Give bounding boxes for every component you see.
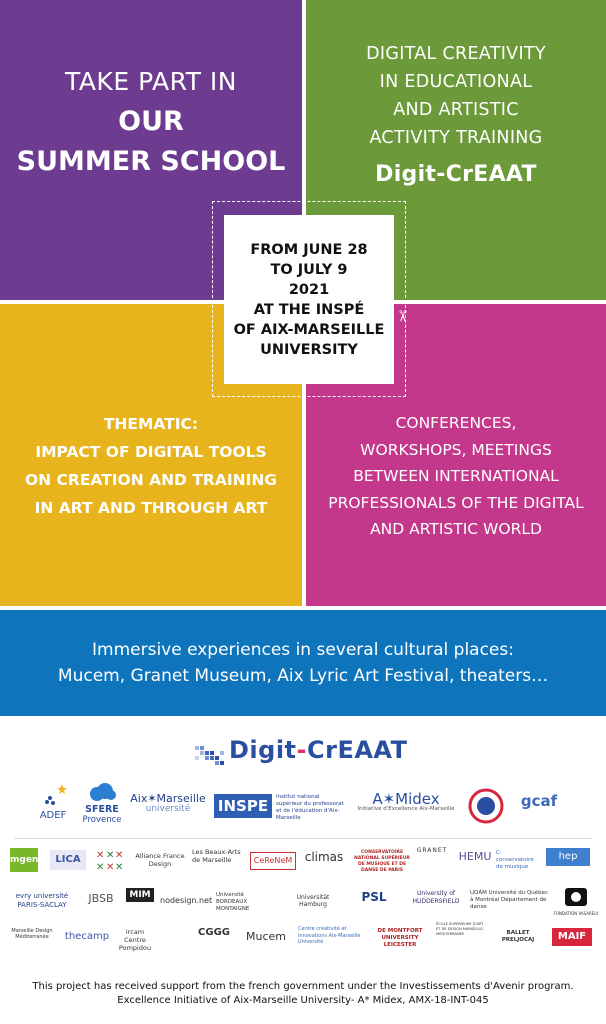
- granet-logo: GRANET: [416, 847, 448, 854]
- cnsmdp-logo: CONSERVATOIRE NATIONAL SUPÉRIEUR DE MUSIQUE ET DE DANSE DE PARIS: [354, 850, 410, 873]
- amu-logo: Aix✶Marseille université: [130, 792, 206, 814]
- thematic-text: [6, 410, 296, 522]
- scissors-icon: ✂: [393, 309, 412, 323]
- thematic-line-4: IN ART AND THROUGH ART: [34, 499, 268, 517]
- hero-line-2: OUR: [118, 106, 184, 137]
- hep-logo: hep: [546, 848, 590, 866]
- wordmark-part-2: CrEAAT: [307, 736, 408, 764]
- centre-creativite-logo: Centre créativité et innovations Aix-Marseille Université: [298, 926, 361, 945]
- uqam-logo: UQÀM Université du Québec à Montréal Département de danse: [470, 890, 549, 910]
- wordmark-part-1: Digit: [229, 736, 297, 764]
- investissements-avenir-logo: [466, 788, 506, 824]
- events-text: [312, 410, 600, 543]
- date-line-3: 2021: [288, 281, 330, 298]
- immersive-banner: [0, 610, 606, 716]
- funding-line-1: This project has received support from the french government under the Investissements d'Avenir program.: [32, 981, 574, 992]
- program-brand: Digit-CrEAAT: [375, 162, 537, 187]
- huddersfield-logo: University of HUDDERSFIELD: [412, 890, 460, 905]
- adef-logo: ADEF: [36, 782, 70, 821]
- logo-divider: [14, 838, 592, 839]
- roundel-icon: [468, 788, 504, 824]
- cggg-logo: CGGG: [198, 927, 230, 938]
- thematic-line-1: THEMATIC:: [103, 415, 199, 433]
- hero-line-1: TAKE PART IN: [65, 67, 237, 96]
- cross-pattern-logo: [96, 848, 124, 875]
- events-line-2: WORKSHOPS, MEETINGS: [360, 440, 552, 459]
- cerenem-logo: CeReNeM: [250, 852, 296, 870]
- events-line-3: BETWEEN INTERNATIONAL: [353, 467, 559, 485]
- digit-creaat-logo: [195, 732, 415, 778]
- evry-paris-saclay-logo: evry université PARIS-SACLAY: [15, 892, 69, 909]
- jbsb-logo: JBSB: [88, 892, 114, 905]
- esadmm-logo: ÉCOLE SUPÉRIEURE D'ART ET DE DESIGN MARSEILLE-MÉDITERRANÉE: [436, 922, 485, 936]
- hemu-logo: HEMU: [458, 850, 492, 863]
- adef-star-icon: [38, 782, 68, 808]
- date-line-5: OF AIX-MARSEILLE: [233, 321, 385, 338]
- nodesign-logo: nodesign.net: [160, 896, 213, 905]
- wordmark-dash: -: [296, 736, 307, 764]
- date-line-6: UNIVERSITY: [260, 341, 358, 358]
- date-line-1: FROM JUNE 28: [250, 241, 368, 258]
- events-line-5: AND ARTISTIC WORLD: [370, 520, 542, 538]
- sfere-cloud-icon: [87, 782, 117, 802]
- ircam-logo: ircam Centre Pompidou: [118, 928, 152, 952]
- funding-notice: [0, 980, 606, 1008]
- svg-text:✕: ✕: [96, 862, 105, 872]
- program-title: [306, 40, 606, 192]
- program-line-2: IN EDUCATIONAL: [379, 72, 533, 92]
- maif-logo: MAIF: [552, 928, 592, 946]
- mim-logo: MIM: [126, 888, 154, 902]
- svg-text:✕: ✕: [106, 862, 115, 872]
- beaux-arts-marseille-logo: Les Beaux-Arts de Marseille: [192, 848, 241, 864]
- svg-text:✕: ✕: [106, 850, 115, 861]
- program-line-4: ACTIVITY TRAINING: [369, 128, 543, 148]
- svg-text:✕: ✕: [115, 862, 124, 872]
- immersive-line-2: Mucem, Granet Museum, Aix Lyric Art Festival, theaters…: [57, 666, 549, 686]
- pixel-mosaic-icon: [195, 742, 231, 768]
- date-line-4: AT THE INSPÉ: [253, 301, 365, 318]
- date-box: [224, 215, 394, 384]
- hero-title: [0, 62, 302, 182]
- amidex-logo: A✶Midex Initiative d'Excellence Aix-Marseille: [357, 790, 455, 812]
- vasarely-icon: [565, 888, 587, 906]
- gcaf-logo: gcaf: [520, 792, 558, 810]
- marseille-design-mediterranee-logo: Marseille Design Méditerranée: [11, 928, 53, 940]
- ballet-preljocaj-logo: BALLET PRELJOCAJ: [501, 930, 535, 943]
- universitat-hamburg-logo: Universität Hamburg: [296, 894, 330, 908]
- thecamp-logo: thecamp: [64, 931, 110, 942]
- de-montfort-logo: DE MONTFORT UNIVERSITY LEICESTER: [377, 928, 423, 948]
- mgen-logo: mgen: [10, 848, 38, 872]
- events-line-4: PROFESSIONALS OF THE DIGITAL: [328, 493, 584, 512]
- mucem-logo: Mucem: [246, 930, 286, 943]
- hero-line-3: SUMMER SCHOOL: [16, 146, 286, 177]
- sfere-logo: SFERE Provence: [80, 782, 124, 825]
- psl-logo: PSL: [361, 890, 387, 904]
- svg-text:✕: ✕: [115, 850, 124, 861]
- program-line-3: AND ARTISTIC: [393, 100, 519, 120]
- digit-creaat-wordmark: [229, 736, 408, 764]
- funding-line-2: Excellence Initiative of Aix-Marseille University- A* Midex, AMX-18-INT-045: [117, 995, 489, 1006]
- svg-text:✕: ✕: [96, 850, 105, 861]
- thematic-line-3: ON CREATION AND TRAINING: [24, 471, 278, 489]
- immersive-line-1: Immersive experiences in several cultural places:: [92, 640, 514, 660]
- cross-pattern-icon: [96, 848, 124, 872]
- inspe-logo: INSPE Institut national supérieur du professorat et de l'éducation d'Aix-Marseille: [214, 794, 342, 820]
- thematic-line-2: IMPACT OF DIGITAL TOOLS: [35, 443, 267, 461]
- date-line-2: TO JULY 9: [270, 261, 348, 278]
- bordeaux-montaigne-logo: Université BORDEAUX MONTAIGNE: [216, 892, 250, 912]
- events-line-1: CONFERENCES,: [395, 414, 517, 432]
- lica-logo: LICA: [50, 850, 86, 870]
- conservatoire-musique-logo: C: conservatoire de musique: [496, 850, 534, 870]
- program-line-1: DIGITAL CREATIVITY: [366, 44, 546, 64]
- partner-logos: [0, 782, 606, 957]
- climas-logo: climas: [304, 850, 344, 864]
- alliance-france-design-logo: Alliance France Design: [135, 852, 185, 868]
- vasarely-logo: FONDATION VASARELY: [552, 888, 600, 918]
